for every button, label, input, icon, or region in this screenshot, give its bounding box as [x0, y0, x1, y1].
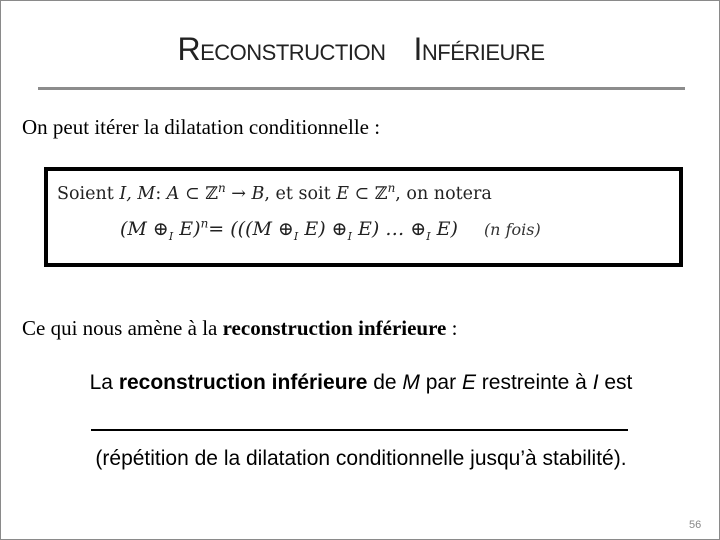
page-number: 56 — [689, 519, 702, 531]
formula-line-2: (M $\oplus_I$ E)$^n$= (((M $\oplus_I$ E) $\oplus_I$ E) … $\oplus_I$ E) (n fois) — [120, 217, 541, 244]
slide-title — [1, 31, 720, 68]
title-initial-2: I — [413, 31, 422, 67]
title-initial-1: R — [177, 31, 201, 67]
title-word-1: ECONSTRUCTION — [200, 40, 386, 65]
title-underline — [38, 87, 685, 90]
definition-text: La reconstruction inférieure de M par E restreinte à I est — [89, 371, 633, 394]
title-word-2: NFÉRIEURE — [421, 40, 545, 65]
repetition-text: (répétition de la dilatation conditionnelle jusqu’à stabilité). — [95, 447, 627, 470]
formula-box — [44, 167, 683, 267]
intro-text: On peut itérer la dilatation conditionnelle : — [22, 115, 381, 139]
formula-note: (n fois) — [483, 220, 541, 240]
formula-line-1: Soient I, M: A ⊂ ℤ$^n$ → B, et soit E ⊂ ℤ$^n$, on notera — [57, 181, 492, 204]
fill-in-blank-line — [91, 429, 628, 431]
reconstruction-intro-text: Ce qui nous amène à la reconstruction inférieure : — [22, 316, 458, 340]
